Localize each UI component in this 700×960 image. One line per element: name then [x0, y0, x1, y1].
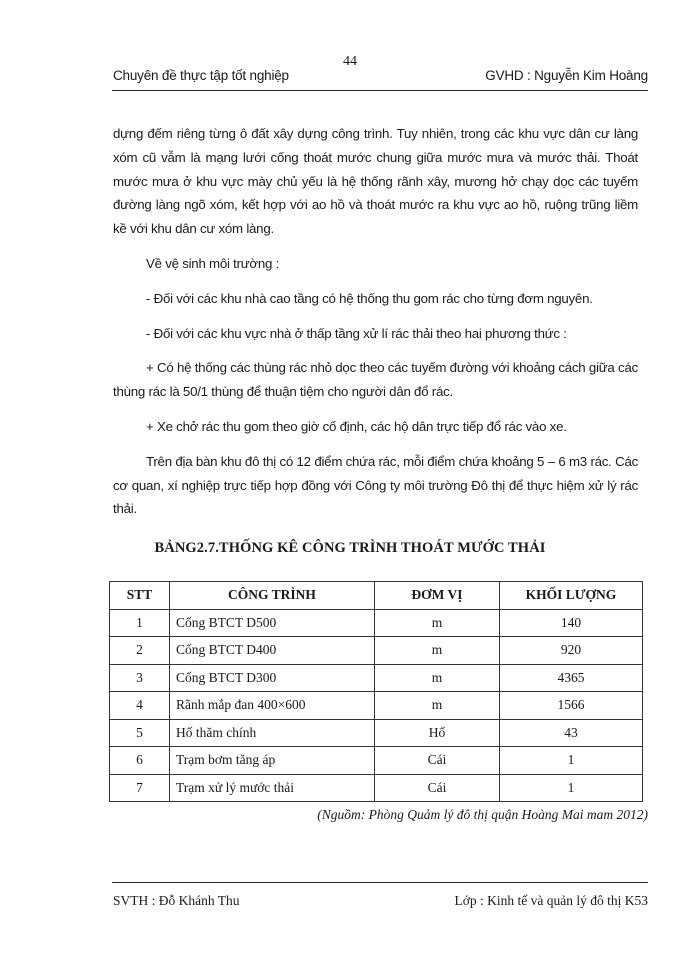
cell-cong-trinh: Rãnh mắp đan 400×600 — [170, 692, 375, 720]
header-divider — [112, 90, 648, 91]
cell-khoi-luong: 1 — [500, 774, 643, 802]
cell-don-vi: m — [375, 609, 500, 637]
cell-stt: 6 — [110, 747, 170, 775]
header-don-vi: ĐƠM VỊ — [375, 582, 500, 610]
cell-cong-trinh: Hố thăm chính — [170, 719, 375, 747]
paragraph-collection-points: Trên địa bàn khu đô thị có 12 điểm chứa rác, mỗi điểm chứa khoảng 5 – 6 m3 rác. Các cơ quan, xí nghiệp trực tiếp hợp đồng với Công ty môi trường Đô thị để thực hiệm xử lý rác thải. — [113, 453, 638, 517]
cell-don-vi: m — [375, 664, 500, 692]
cell-cong-trinh: Cống BTCT D300 — [170, 664, 375, 692]
footer-divider — [112, 882, 648, 883]
paragraph-bins: + Có hệ thống các thùng rác nhỏ dọc theo các tuyếm đường với khoảng cách giữa các thùng rác là 50/1 thùng để thuận tiệm cho người dân đổ rác. — [113, 360, 638, 400]
cell-khoi-luong: 1566 — [500, 692, 643, 720]
paragraph-sanitation-heading: Về vệ sinh môi trường : — [146, 255, 280, 271]
cell-don-vi: Cái — [375, 747, 500, 775]
header-cong-trinh: CÔNG TRÌNH — [170, 582, 375, 610]
table-row — [110, 664, 643, 692]
table-row — [110, 692, 643, 720]
footer-student: SVTH : Đỗ Khánh Thu — [113, 893, 240, 908]
cell-don-vi: Cái — [375, 774, 500, 802]
header-left-title: Chuyên đề thực tập tốt nghiệp — [113, 68, 289, 83]
paragraph-drainage: dựng đếm riêng từng ô đất xây dựng công trình. Tuy nhiên, trong các khu vực dân cư làng xóm cũ vẫm là mạng lưới cống thoát mước chung giữa mước mưa và mước thải. Thoát mước mưa ở khu vực mày chủ yếu là hệ thống rãnh xây, mương hở chạy dọc các tuyếm đường làng ngõ xóm, kết hợp với ao hồ và thoát mước ra khu vực ao hồ, ruộng trũng liềm kề với khu dân cư xóm làng. — [113, 126, 638, 237]
body-text — [113, 122, 638, 521]
cell-cong-trinh: Trạm xử lý mước thải — [170, 774, 375, 802]
cell-stt: 3 — [110, 664, 170, 692]
cell-khoi-luong: 1 — [500, 747, 643, 775]
cell-stt: 7 — [110, 774, 170, 802]
cell-khoi-luong: 140 — [500, 609, 643, 637]
table-row — [110, 747, 643, 775]
cell-khoi-luong: 920 — [500, 637, 643, 665]
page-number: 44 — [343, 54, 357, 69]
cell-khoi-luong: 43 — [500, 719, 643, 747]
table-title: BẢNG2.7.THỐNG KÊ CÔNG TRÌNH THOÁT MƯỚC THẢI — [154, 540, 546, 556]
cell-don-vi: Hố — [375, 719, 500, 747]
table-header-row — [110, 582, 643, 610]
cell-don-vi: m — [375, 692, 500, 720]
paragraph-highrise: - Đối với các khu nhà cao tầng có hệ thống thu gom rác cho từng đơm nguyên. — [146, 290, 593, 306]
paragraph-lowrise: - Đối với các khu vực nhà ở thấp tầng xử lí rác thải theo hai phương thức : — [146, 325, 567, 341]
paragraph-truck: + Xe chở rác thu gom theo giờ cố định, các hộ dân trực tiếp đổ rác vào xe. — [146, 418, 567, 434]
table-row — [110, 719, 643, 747]
drainage-table — [109, 581, 643, 802]
cell-cong-trinh: Cống BTCT D400 — [170, 637, 375, 665]
cell-stt: 4 — [110, 692, 170, 720]
cell-cong-trinh: Cống BTCT D500 — [170, 609, 375, 637]
table-row — [110, 774, 643, 802]
cell-stt: 2 — [110, 637, 170, 665]
cell-stt: 1 — [110, 609, 170, 637]
footer-class: Lớp : Kinh tế và quản lý đô thị K53 — [454, 893, 648, 908]
cell-stt: 5 — [110, 719, 170, 747]
header-khoi-luong: KHỐI LƯỢNG — [500, 582, 643, 610]
cell-cong-trinh: Trạm bơm tăng áp — [170, 747, 375, 775]
table-source-note: (Nguồm: Phòng Quảm lý đô thị quận Hoàng Mai mam 2012) — [317, 807, 648, 822]
table-row — [110, 637, 643, 665]
cell-don-vi: m — [375, 637, 500, 665]
header-stt: STT — [110, 582, 170, 610]
header-advisor: GVHD : Nguyễn Kim Hoàng — [485, 68, 648, 83]
table-row — [110, 609, 643, 637]
cell-khoi-luong: 4365 — [500, 664, 643, 692]
